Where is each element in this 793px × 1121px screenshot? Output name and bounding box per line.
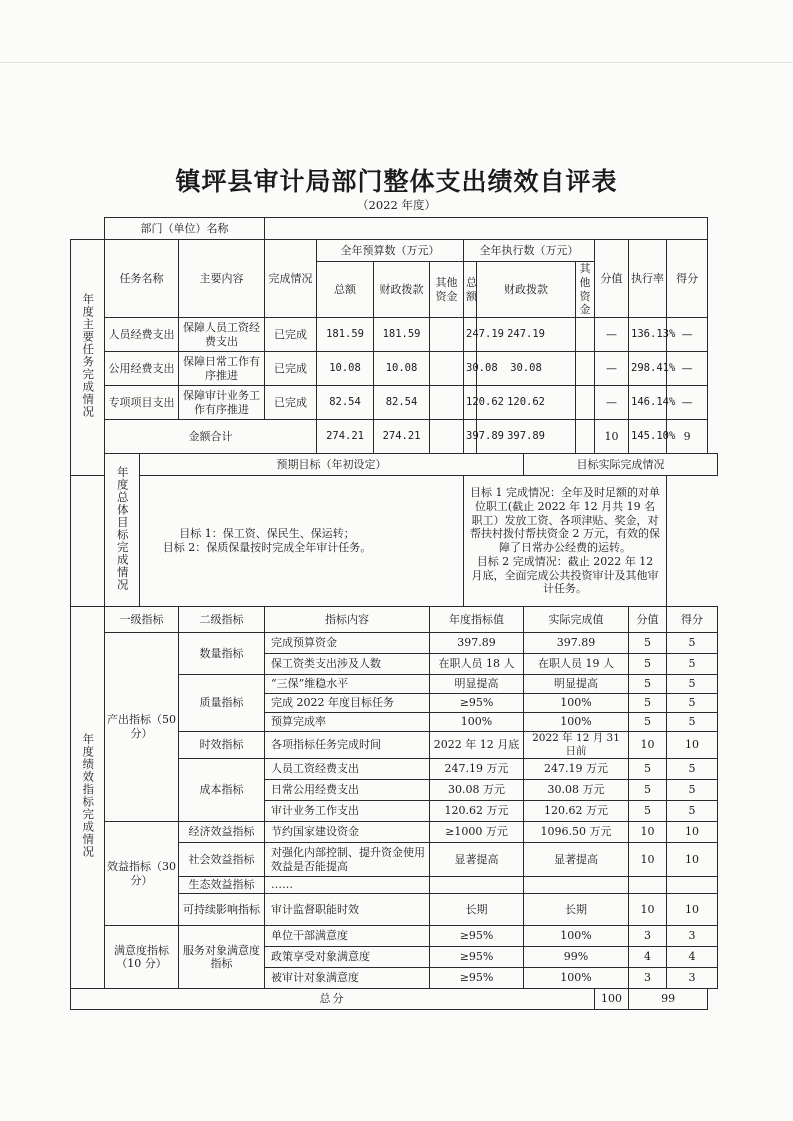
- sub-economic: 经济效益指标: [179, 822, 265, 843]
- exec-total: 247.19: [464, 318, 477, 352]
- indicator-score: 3: [667, 926, 718, 947]
- indicator-score: 10: [667, 843, 718, 877]
- indicator-target: ≥1000 万元: [430, 822, 524, 843]
- task-status: 已完成: [265, 318, 317, 352]
- section3-header: 年度绩效指标完成情况: [71, 607, 105, 989]
- sub-quality: 质量指标: [179, 675, 265, 732]
- task-name: 人员经费支出: [105, 318, 179, 352]
- task-value: —: [595, 352, 629, 386]
- sum-exec-rate: 145.10%: [629, 420, 667, 454]
- indicator-target: 100%: [430, 713, 524, 732]
- sum-exec-total: 397.89: [464, 420, 477, 454]
- actual-goal-1: 目标 1 完成情况：全年及时足额的对单位职工(截止 2022 年 12 月共 19 名职工）发放工资、各项津贴、奖金，对帮扶村拨付帮扶资金 2 万元，有效的保障了日常办公经费的运转。: [470, 486, 661, 554]
- indicator-content: 各项指标任务完成时间: [265, 732, 430, 759]
- indicator-content: 政策享受对象满意度: [265, 947, 430, 968]
- task-content: 保障日常工作有序推进: [179, 352, 265, 386]
- indicator-score: 10: [667, 822, 718, 843]
- col-exec-total: 总额: [464, 262, 477, 318]
- indicator-actual: 120.62 万元: [524, 801, 629, 822]
- indicator-score: 5: [667, 694, 718, 713]
- task-score: —: [667, 352, 708, 386]
- task-exec-rate: 146.14%: [629, 386, 667, 420]
- indicator-content: 完成预算资金: [265, 633, 430, 654]
- col-score-value: 分值: [595, 240, 629, 318]
- col-actual-value: 实际完成值: [524, 607, 629, 633]
- indicator-actual: 100%: [524, 713, 629, 732]
- indicator-target: ≥95%: [430, 926, 524, 947]
- total-score: 99: [629, 989, 708, 1010]
- budget-other: [430, 352, 464, 386]
- planned-goal-2: 目标 2：保质保量按时完成全年审计任务。: [162, 541, 372, 554]
- indicator-content: 人员工资经费支出: [265, 759, 430, 780]
- indicator-target: 在职人员 18 人: [430, 654, 524, 675]
- indicator-score: 3: [667, 968, 718, 989]
- indicator-value: 5: [629, 654, 667, 675]
- indicator-target: 长期: [430, 894, 524, 926]
- sum-label: 金额合计: [105, 420, 317, 454]
- col-budget-other: 其他资金: [430, 262, 464, 318]
- indicator-actual: [524, 877, 629, 894]
- indicator-target: 120.62 万元: [430, 801, 524, 822]
- indicator-content: 审计业务工作支出: [265, 801, 430, 822]
- planned-goal-1: 目标 1：保工资、保民生、保运转；: [179, 527, 355, 541]
- indicator-content: ……: [265, 877, 430, 894]
- indicator-target: ≥95%: [430, 968, 524, 989]
- indicator-score: 5: [667, 759, 718, 780]
- indicator-score: 4: [667, 947, 718, 968]
- col-indicator-content: 指标内容: [265, 607, 430, 633]
- sum-score: 9: [667, 420, 708, 454]
- indicator-target: 247.19 万元: [430, 759, 524, 780]
- group-benefit: 效益指标（30 分）: [105, 822, 179, 926]
- exec-total: 30.08: [464, 352, 477, 386]
- indicator-content: 保工资类支出涉及人数: [265, 654, 430, 675]
- indicator-target: 30.08 万元: [430, 780, 524, 801]
- task-name: 专项项目支出: [105, 386, 179, 420]
- indicator-content: 节约国家建设资金: [265, 822, 430, 843]
- indicator-value: 3: [629, 968, 667, 989]
- indicator-score: 5: [667, 633, 718, 654]
- budget-fiscal: 10.08: [374, 352, 430, 386]
- indicator-actual: 1096.50 万元: [524, 822, 629, 843]
- budget-total: 10.08: [317, 352, 374, 386]
- section2-header: 年度总体目标完成情况: [105, 454, 140, 607]
- indicator-score: 5: [667, 654, 718, 675]
- indicator-value: 5: [629, 633, 667, 654]
- indicator-actual: 100%: [524, 968, 629, 989]
- sub-social: 社会效益指标: [179, 843, 265, 877]
- indicator-score: 10: [667, 732, 718, 759]
- exec-other: [576, 386, 595, 420]
- indicator-score: 5: [667, 801, 718, 822]
- indicator-value: 5: [629, 759, 667, 780]
- indicator-value: 3: [629, 926, 667, 947]
- actual-goal-2: 目标 2 完成情况：截止 2022 年 12 月底，全面完成公共投资审计及其他审计任务。: [471, 554, 659, 596]
- indicator-actual: 99%: [524, 947, 629, 968]
- col-exec-fiscal: 财政拨款: [477, 262, 576, 318]
- indicator-content: 单位干部满意度: [265, 926, 430, 947]
- col-score: 得分: [667, 240, 708, 318]
- indicator-content: 审计监督职能时效: [265, 894, 430, 926]
- col-exec-other: 其他资金: [576, 262, 595, 318]
- indicator-target: ≥95%: [430, 694, 524, 713]
- indicator-content: 被审计对象满意度: [265, 968, 430, 989]
- indicator-value: 4: [629, 947, 667, 968]
- self-evaluation-table: [70, 217, 718, 1010]
- indicator-content: 预算完成率: [265, 713, 430, 732]
- task-value: —: [595, 386, 629, 420]
- budget-fiscal: 82.54: [374, 386, 430, 420]
- indicator-score: 5: [667, 675, 718, 694]
- col-exec-group: 全年执行数（万元）: [464, 240, 595, 262]
- indicator-value: 10: [629, 843, 667, 877]
- indicator-target: 397.89: [430, 633, 524, 654]
- exec-other: [576, 318, 595, 352]
- exec-other: [576, 352, 595, 386]
- task-exec-rate: 298.41%: [629, 352, 667, 386]
- task-status: 已完成: [265, 386, 317, 420]
- col-exec-rate: 执行率: [629, 240, 667, 318]
- exec-total: 120.62: [464, 386, 477, 420]
- section1-header: 年度主要任务完成情况: [71, 240, 105, 476]
- page-subtitle: （2022 年度）: [357, 198, 436, 212]
- sub-cost: 成本指标: [179, 759, 265, 822]
- col-score: 得分: [667, 607, 718, 633]
- dept-name-value: [265, 218, 708, 240]
- task-content: 保障人员工资经费支出: [179, 318, 265, 352]
- budget-total: 181.59: [317, 318, 374, 352]
- col-budget-total: 总额: [317, 262, 374, 318]
- indicator-value: 10: [629, 732, 667, 759]
- indicator-value: 5: [629, 675, 667, 694]
- sub-eco: 生态效益指标: [179, 877, 265, 894]
- col-budget-fiscal: 财政拨款: [374, 262, 430, 318]
- indicator-target: ≥95%: [430, 947, 524, 968]
- indicator-actual: 247.19 万元: [524, 759, 629, 780]
- actual-goals: [464, 476, 667, 607]
- sub-time: 时效指标: [179, 732, 265, 759]
- indicator-value: 5: [629, 694, 667, 713]
- sum-budget-fiscal: 274.21: [374, 420, 430, 454]
- indicator-score: [667, 877, 718, 894]
- task-score: —: [667, 318, 708, 352]
- indicator-target: 2022 年 12 月底: [430, 732, 524, 759]
- col-value: 分值: [629, 607, 667, 633]
- exec-fiscal: 30.08: [477, 352, 576, 386]
- task-status: 已完成: [265, 352, 317, 386]
- task-name: 公用经费支出: [105, 352, 179, 386]
- indicator-score: 10: [667, 894, 718, 926]
- col-task-name: 任务名称: [105, 240, 179, 318]
- budget-fiscal: 181.59: [374, 318, 430, 352]
- indicator-value: 5: [629, 801, 667, 822]
- col-status: 完成情况: [265, 240, 317, 318]
- col-budget-group: 全年预算数（万元）: [317, 240, 464, 262]
- indicator-target: [430, 877, 524, 894]
- indicator-content: “三保”维稳水平: [265, 675, 430, 694]
- sum-exec-fiscal: 397.89: [477, 420, 576, 454]
- indicator-value: 10: [629, 894, 667, 926]
- indicator-score: 5: [667, 713, 718, 732]
- indicator-target: 明显提高: [430, 675, 524, 694]
- col-level2: 二级指标: [179, 607, 265, 633]
- budget-total: 82.54: [317, 386, 374, 420]
- task-value: —: [595, 318, 629, 352]
- exec-fiscal: 247.19: [477, 318, 576, 352]
- sum-budget-total: 274.21: [317, 420, 374, 454]
- indicator-actual: 显著提高: [524, 843, 629, 877]
- task-content: 保障审计业务工作有序推进: [179, 386, 265, 420]
- indicator-actual: 100%: [524, 926, 629, 947]
- indicator-score: 5: [667, 780, 718, 801]
- sum-exec-other: [576, 420, 595, 454]
- page-edge-line: [0, 62, 793, 63]
- total-value: 100: [595, 989, 629, 1010]
- group-satisfaction: 满意度指标（10 分）: [105, 926, 179, 989]
- task-score: —: [667, 386, 708, 420]
- page-title: 镇坪县审计局部门整体支出绩效自评表: [175, 167, 618, 196]
- indicator-value: 5: [629, 713, 667, 732]
- task-exec-rate: 136.13%: [629, 318, 667, 352]
- indicator-value: 5: [629, 780, 667, 801]
- corner-blank: [71, 218, 105, 240]
- col-main-content: 主要内容: [179, 240, 265, 318]
- group-output: 产出指标（50 分）: [105, 633, 179, 822]
- indicator-content: 对强化内部控制、提升资金使用效益是否能提高: [265, 843, 430, 877]
- indicator-target: 显著提高: [430, 843, 524, 877]
- indicator-content: 日常公用经费支出: [265, 780, 430, 801]
- indicator-actual: 在职人员 19 人: [524, 654, 629, 675]
- planned-goal-header: 预期目标（年初设定）: [140, 454, 524, 476]
- budget-other: [430, 318, 464, 352]
- indicator-actual: 30.08 万元: [524, 780, 629, 801]
- sub-sustain: 可持续影响指标: [179, 894, 265, 926]
- indicator-value: [629, 877, 667, 894]
- dept-name-label: 部门（单位）名称: [105, 218, 265, 240]
- exec-fiscal: 120.62: [477, 386, 576, 420]
- sum-value: 10: [595, 420, 629, 454]
- indicator-value: 10: [629, 822, 667, 843]
- indicator-actual: 100%: [524, 694, 629, 713]
- sum-budget-other: [430, 420, 464, 454]
- indicator-actual: 397.89: [524, 633, 629, 654]
- col-annual-target: 年度指标值: [430, 607, 524, 633]
- total-label: 总分: [71, 989, 595, 1010]
- sub-service: 服务对象满意度指标: [179, 926, 265, 989]
- budget-other: [430, 386, 464, 420]
- indicator-actual: 明显提高: [524, 675, 629, 694]
- indicator-actual: 2022 年 12 月 31 日前: [524, 732, 629, 759]
- indicator-content: 完成 2022 年度目标任务: [265, 694, 430, 713]
- indicator-actual: 长期: [524, 894, 629, 926]
- sub-quantity: 数量指标: [179, 633, 265, 675]
- col-level1: 一级指标: [105, 607, 179, 633]
- actual-goal-header: 目标实际完成情况: [524, 454, 718, 476]
